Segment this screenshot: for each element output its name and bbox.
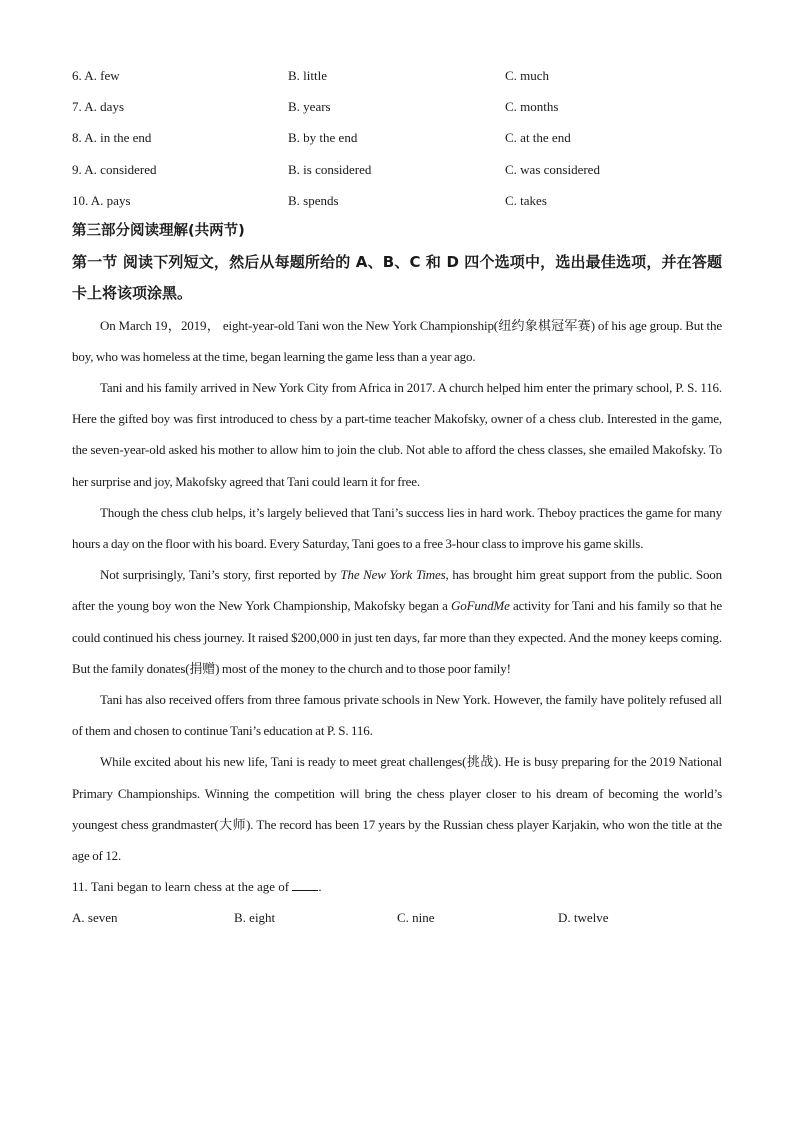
passage-paragraph [72,559,722,684]
paragraph-text: Not surprisingly, Tani’s story, first reported by [100,567,341,583]
passage-paragraph: While excited about his new life, Tani is ready to meet great challenges(挑战). He is busy preparing for the 2019 National Primary Championships. Winning the competition will bring the chess player closer to his dream of becoming the world’s youngest chess grandmaster(大师). The record has been 17 years by the Russian chess player Karjakin, who won the title at the age of 12. [72,754,722,863]
question-end: . [318,879,322,895]
question-options-row [72,154,722,185]
section-title: 第三部分阅读理解(共两节) [72,222,245,239]
question-stem [72,871,722,902]
option-c: C. takes [505,192,547,208]
question-options-row [72,122,722,153]
option-a: 6. A. few [72,68,120,83]
question-options-row [72,902,722,933]
answer-blank [292,879,318,891]
option-c: C. much [505,68,550,83]
option-c: C. at the end [505,130,571,146]
option-a: A. seven [72,910,118,926]
option-b: B. years [288,99,331,115]
option-a: 9. A. considered [72,161,157,177]
option-a: 7. A. days [72,99,124,115]
option-b: B. little [288,68,327,83]
paragraph-text: , has brought him great support from the public. Soon after the young boy won the New York Championship, Makofsky began a [72,567,722,614]
newspaper-title: The New York Times [340,567,446,583]
option-c: C. months [505,99,559,115]
option-b: B. spends [288,192,339,208]
passage-paragraph: Tani and his family arrived in New York City from Africa in 2017. A church helped him enter the primary school, P. S. 116. Here the gifted boy was first introduced to chess by a part-time teacher Makofsky, owner of a chess club. Interested in the game, the seven-year-old asked his mother to allow him to join the club. Not able to afford the chess classes, she emailed Makofsky. To her surprise and joy, Makofsky agreed that Tani could learn it for free. [72,379,722,489]
passage-paragraph: Though the chess club helps, it’s largely believed that Tani’s success lies in hard work. Theboy practices the game for many hours a day on the floor with his board. Every Saturday, Tani goes to a free 3-hour class to improve his game skills. [72,504,722,551]
option-b: B. is considered [288,161,372,177]
passage-paragraph: Tani has also received offers from three famous private schools in New York. However, the family have politely refused all of them and chosen to continue Tani’s education at P. S. 116. [72,691,722,739]
option-b: B. by the end [288,130,358,146]
campaign-name: GoFundMe [450,598,510,614]
option-b: B. eight [234,910,276,926]
option-a: 8. A. in the end [72,130,152,146]
question-options-row [72,60,722,91]
option-c: C. nine [397,910,435,926]
question-options-row [72,91,722,122]
section-instruction: 第一节 阅读下列短文，然后从每题所给的 A、B、C 和 D 四个选项中，选出最佳选项，并在答题卡上将该项涂黑。 [72,253,722,303]
option-c: C. was considered [505,161,600,177]
question-options-row [72,185,722,216]
paragraph-text: activity for Tani and his family so that he could continued his chess journey. It raised $200,000 in just ten days, far more than they expected. And the money keeps coming. But the family donates(捐赠) most of the money to the church and to those poor family! [72,598,722,676]
option-d: D. twelve [558,910,609,926]
passage-paragraph: On March 19，2019， eight-year-old Tani won the New York Championship(纽约象棋冠军赛) of his age group. But the boy, who was homeless at the time, began learning the game less than a year ago. [72,317,722,364]
exam-page [72,60,722,934]
question-text: 11. Tani began to learn chess at the age of [72,879,290,895]
option-a: 10. A. pays [72,192,131,208]
